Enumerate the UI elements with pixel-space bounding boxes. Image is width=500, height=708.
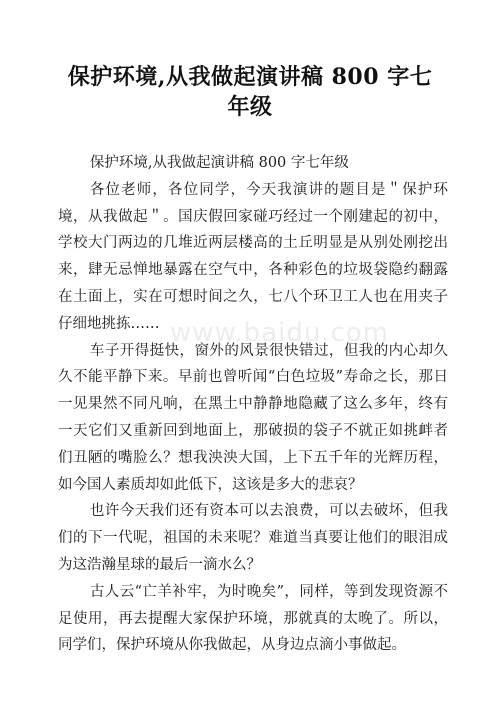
document-body [58, 150, 448, 659]
watermark-text: www.baidu.com [170, 318, 390, 348]
paragraph-3: 车子开得挺快，窗外的风景很快错过，但我的内心却久久不能平静下来。早前也曾听闻“白色垃圾”寿命之长，那日一见果然不同凡响，在黑土中静静地隐藏了这么多年，终有一天它们又重新回到地面上，那破损的袋子不就正如挑衅者们丑陋的嘴脸么？想我泱泱大国，上下五千年的光辉历程，如今国人素质却如此低下，这该是多大的悲哀？ [58, 342, 448, 493]
paragraph-4: 也许今天我们还有资本可以去浪费，可以去破坏，但我们的下一代呢，祖国的未来呢？难道当真要让他们的眼泪成为这浩瀚星球的最后一滴水么？ [58, 503, 448, 573]
paragraph-2: 各位老师，各位同学，今天我演讲的题目是＂保护环境，从我做起＂。国庆假回家碰巧经过一个刚建起的初中，学校大门两边的几堆近两层楼高的土丘明显是从别处刚挖出来，肆无忌惮地暴露在空气中，各种彩色的垃圾袋隐约翻露在土面上，实在可想时间之久，七八个环卫工人也在用夹子仔细地挑拣…… [58, 181, 448, 332]
paragraph-5: 古人云“亡羊补牢，为时晚矣”，同样，等到发现资源不足使用，再去提醒大家保护环境，那就真的太晚了。所以，同学们，保护环境从你我做起，从身边点滴小事做起。 [58, 583, 448, 654]
document-title: 保护环境,从我做起演讲稿 800 字七年级 [67, 64, 433, 120]
paragraph-1: 保护环境,从我做起演讲稿 800 字七年级 [89, 155, 349, 171]
